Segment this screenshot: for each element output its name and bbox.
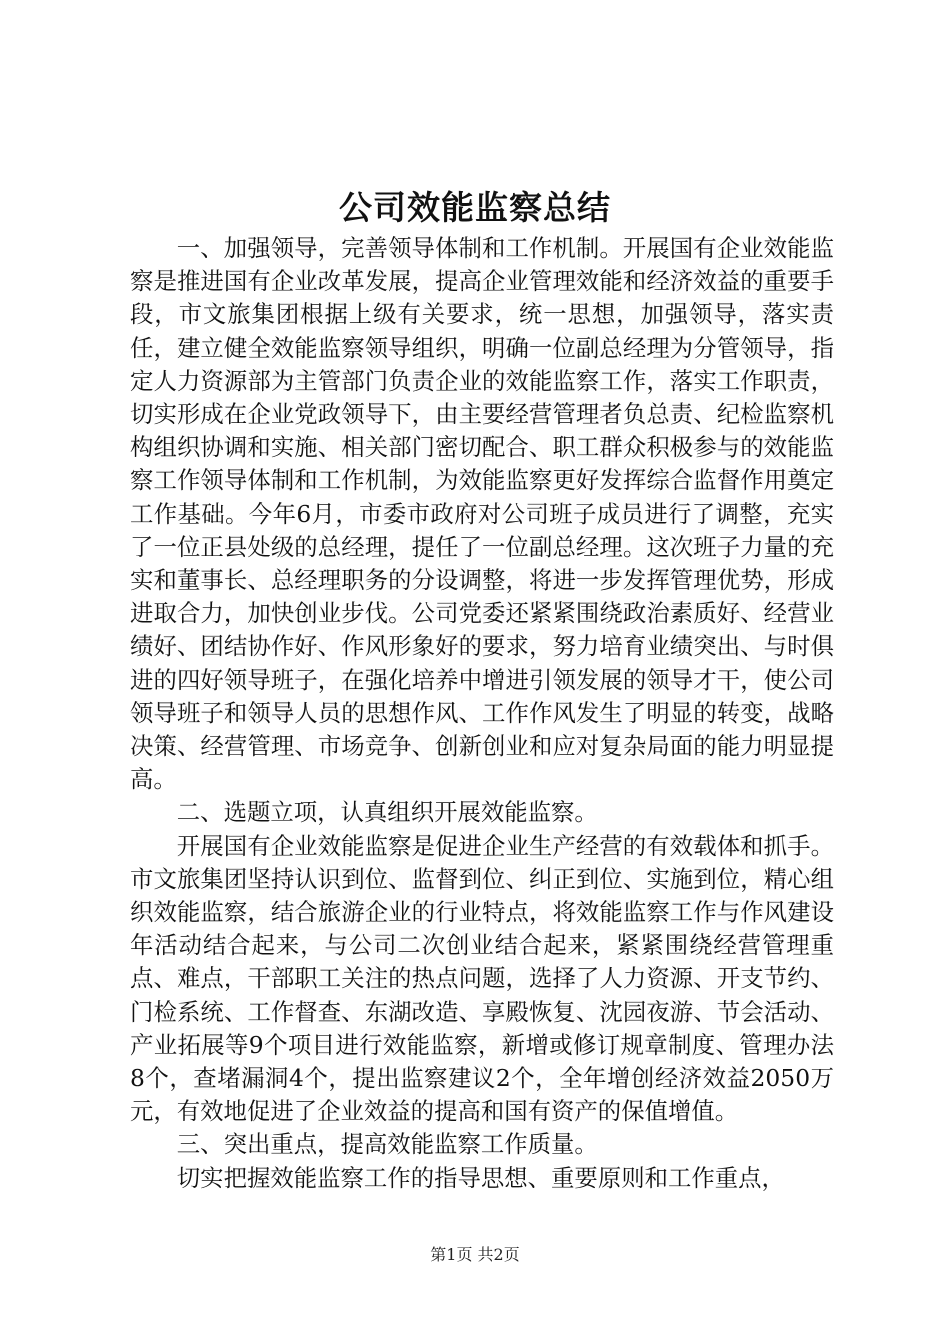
paragraph-4: 三、突出重点，提高效能监察工作质量。 <box>176 1130 598 1159</box>
paragraph-2: 二、选题立项，认真组织开展效能监察。 <box>176 798 598 827</box>
paragraph-1: 一、加强领导，完善领导体制和工作机制。开展国有企业效能监察是推进国有企业改革发展，提高企业管理效能和经济效益的重要手段，市文旅集团根据上级有关要求，统一思想，加强领导，落实责任，建立健全效能监察领导组织，明确一位副总经理为分管领导，指定人力资源部为主管部门负责企业的效能监察工作，落实工作职责，切实形成在企业党政领导下，由主要经营管理者负总责、纪检监察机构组织协调和实施、相关部门密切配合、职工群众积极参与的效能监察工作领导体制和工作机制，为效能监察更好发挥综合监督作用奠定工作基础。今年6月，市委市政府对公司班子成员进行了调整，充实了一位正县处级的总经理，提任了一位副总经理。这次班子力量的充实和董事长、总经理职务的分设调整，将进一步发挥管理优势，形成进取合力，加快创业步伐。公司党委还紧紧围绕政治素质好、经营业绩好、团结协作好、作风形象好的要求，努力培育业绩突出、与时俱进的四好领导班子，在强化培养中增进引领发展的领导才干，使公司领导班子和领导人员的思想作风、工作作风发生了明显的转变，战略决策、经营管理、市场竞争、创新创业和应对复杂局面的能力明显提高。 <box>130 234 834 794</box>
paragraph-5: 切实把握效能监察工作的指导思想、重要原则和工作重点， <box>176 1163 785 1192</box>
document-title: 公司效能监察总结 <box>339 188 611 227</box>
document-body <box>130 232 834 1195</box>
paragraph-3: 开展国有企业效能监察是促进企业生产经营的有效载体和抓手。市文旅集团坚持认识到位、监督到位、纠正到位、实施到位，精心组织效能监察，结合旅游企业的行业特点，将效能监察工作与作风建设年活动结合起来，与公司二次创业结合起来，紧紧围绕经营管理重点、难点，干部职工关注的热点问题，选择了人力资源、开支节约、门检系统、工作督查、东湖改造、享殿恢复、沈园夜游、节会活动、产业拓展等9个项目进行效能监察，新增或修订规章制度、管理办法8个，查堵漏洞4个，提出监察建议2个，全年增创经济效益2050万元，有效地促进了企业效益的提高和国有资产的保值增值。 <box>130 831 834 1126</box>
page-number-footer: 第1页 共2页 <box>430 1245 520 1264</box>
